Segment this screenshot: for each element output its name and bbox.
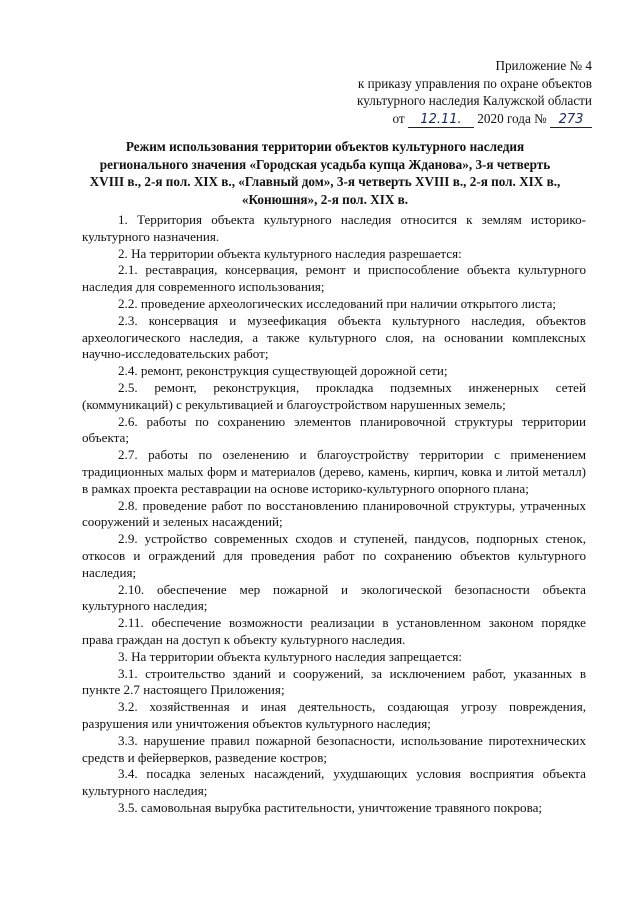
appendix-header <box>292 57 592 128</box>
title-line: XVIII в., 2-я пол. XIX в., «Главный дом», 3-я четверть XVIII в., 2-я пол. XIX в., <box>89 174 561 189</box>
paragraph: 2.9. устройство современных сходов и ступеней, пандусов, подпорных стенок, откосов и ограждений для проведения работ по сохранению объектов культурного наследия; <box>82 531 586 580</box>
appendix-authority: культурного наследия Калужской области <box>357 93 592 108</box>
paragraph: 2.6. работы по сохранению элементов планировочной структуры территории объекта; <box>82 413 586 446</box>
appendix-number: Приложение № 4 <box>495 58 592 73</box>
paragraph: 3.5. самовольная вырубка растительности, уничтожение травяного покрова; <box>118 799 543 815</box>
date-prefix: от <box>392 110 405 126</box>
title-line: Режим использования территории объектов культурного наследия <box>125 139 525 154</box>
paragraph: 2.5. ремонт, реконструкция, прокладка подземных инженерных сетей (коммуникаций) с рекультивацией и благоустройством нарушенных земель; <box>82 379 586 412</box>
document-body <box>82 212 586 817</box>
appendix-order-ref: к приказу управления по охране объектов <box>357 75 592 91</box>
appendix-date-line <box>292 110 592 128</box>
paragraph: 2.2. проведение археологических исследований при наличии открытого листа; <box>118 295 557 311</box>
document-title <box>55 138 595 208</box>
paragraph: 2.8. проведение работ по восстановлению планировочной структуры, утраченных сооружений и зеленых насаждений; <box>82 497 586 530</box>
paragraph: 2.10. обеспечение мер пожарной и экологической безопасности объекта культурного наследия; <box>82 581 586 614</box>
paragraph: 2.11. обеспечение возможности реализации в установленном законом порядке права граждан на доступ к объекту культурного наследия. <box>82 615 586 647</box>
paragraph: 3.2. хозяйственная и иная деятельность, создающая угрозу повреждения, разрушения или уничтожения объектов культурного наследия; <box>82 699 586 731</box>
paragraph: 3. На территории объекта культурного наследия запрещается: <box>118 648 463 664</box>
paragraph: 2. На территории объекта культурного наследия разрешается: <box>118 245 462 261</box>
paragraph: 2.3. консервация и музеефикация объекта культурного наследия, объектов археологического наследия, а также культурного слоя, на основании комплексных научно-исследовательских работ; <box>82 312 586 362</box>
paragraph: 2.4. ремонт, реконструкция существующей дорожной сети; <box>118 363 448 379</box>
paragraph: 2.1. реставрация, консервация, ремонт и приспособление объекта культурного наследия для современного использования; <box>82 262 586 295</box>
paragraph: 1. Территория объекта культурного наследия относится к землям историко-культурного назначения. <box>82 212 586 244</box>
handwritten-number: 273 <box>550 113 592 128</box>
paragraph: 3.3. нарушение правил пожарной безопасности, использование пиротехнических средств и фейерверков, разведение костров; <box>82 732 586 765</box>
paragraph: 3.4. посадка зеленых насаждений, ухудшающих условия восприятия объекта культурного наследия; <box>82 766 586 799</box>
paragraph: 2.7. работы по озеленению и благоустройству территории с применением традиционных малых форм и материалов (дерево, камень, кирпич, ковка и литой металл) в рамках проекта реставрации на основе историко-культурного опорного плана; <box>82 447 586 496</box>
paragraph: 3.1. строительство зданий и сооружений, за исключением работ, указанных в пункте 2.7 настоящего Приложения; <box>82 665 586 698</box>
handwritten-date: 12.11. <box>408 113 474 128</box>
year-number-label: 2020 года № <box>477 110 547 126</box>
title-line: регионального значения «Городская усадьба купца Жданова», 3-я четверть <box>99 156 551 172</box>
title-line: «Конюшня», 2-я пол. XIX в. <box>241 191 409 207</box>
